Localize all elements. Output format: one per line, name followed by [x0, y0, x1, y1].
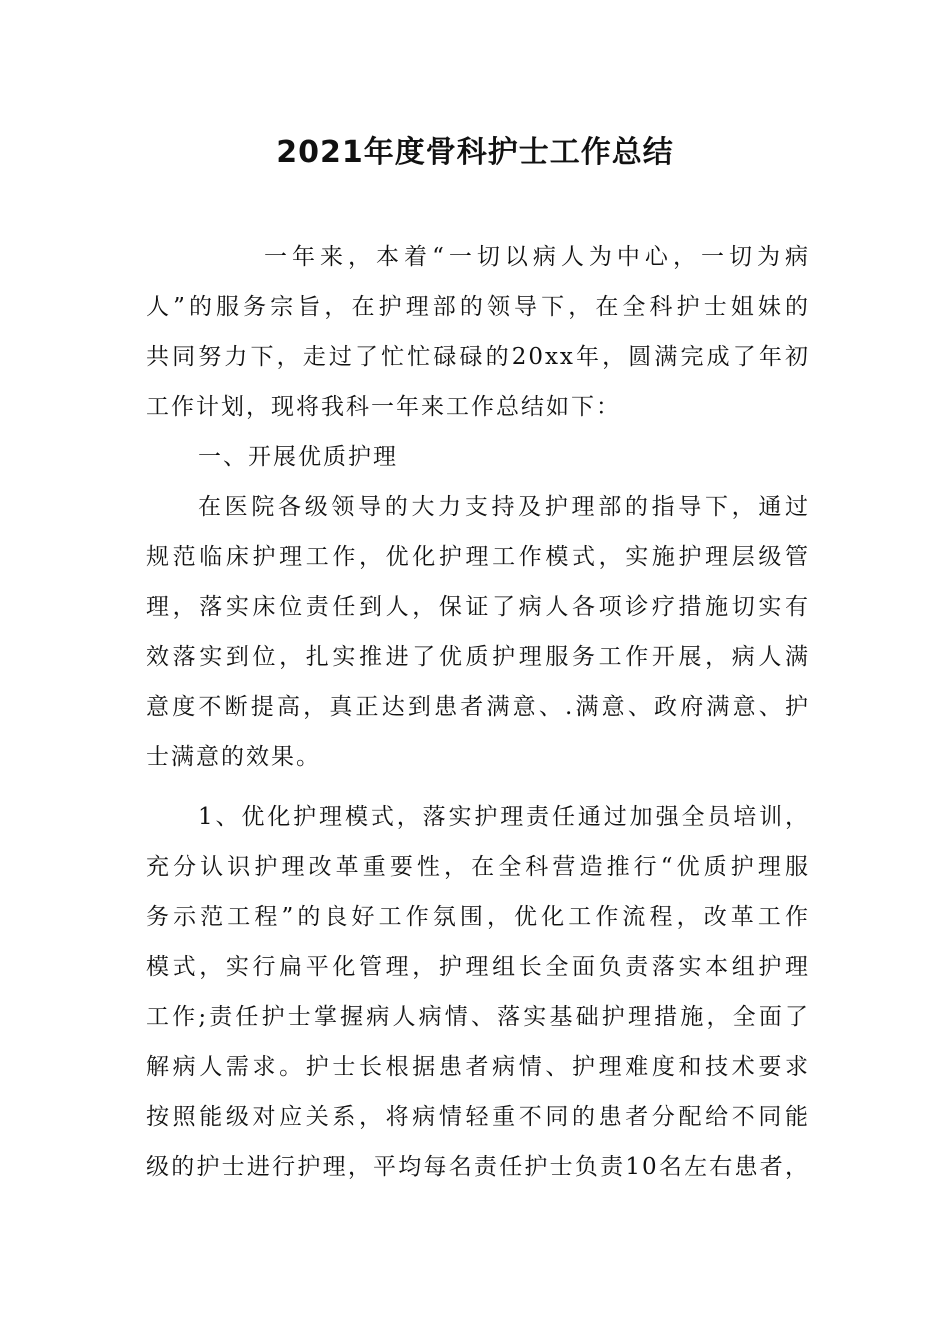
paragraph-care-model [146, 792, 810, 1192]
text-line: 理，落实床位责任到人，保证了病人各项诊疗措施切实有 [146, 594, 810, 620]
text-line: 人”的服务宗旨，在护理部的领导下，在全科护士姐妹的 [146, 294, 810, 320]
section-heading-1 [146, 432, 810, 482]
text-line: 1、优化护理模式，落实护理责任通过加强全员培训， [198, 804, 810, 830]
text-line: 共同努力下，走过了忙忙碌碌的20xx年，圆满完成了年初 [146, 344, 810, 370]
document-title: 2021年度骨科护士工作总结 [276, 135, 674, 170]
paragraph-quality-care [146, 482, 810, 782]
text-line: 解病人需求。护士长根据患者病情、护理难度和技术要求 [146, 1054, 810, 1080]
text-line: 务示范工程”的良好工作氛围，优化工作流程，改革工作 [146, 904, 810, 930]
text-line: 充分认识护理改革重要性，在全科营造推行“优质护理服 [146, 854, 810, 880]
paragraph-spacer [146, 782, 810, 792]
text-line: 按照能级对应关系，将病情轻重不同的患者分配给不同能 [146, 1104, 810, 1130]
text-line: 意度不断提高，真正达到患者满意、.满意、政府满意、护 [146, 694, 810, 720]
text-line: 工作计划，现将我科一年来工作总结如下： [146, 394, 621, 420]
text-line: 在医院各级领导的大力支持及护理部的指导下，通过 [198, 494, 810, 520]
text-line: 规范临床护理工作，优化护理工作模式，实施护理层级管 [146, 544, 810, 570]
section-heading: 一、开展优质护理 [198, 444, 398, 470]
text-line: 士满意的效果。 [146, 744, 321, 770]
document-body [146, 232, 810, 1192]
text-line: 一年来，本着“一切以病人为中心，一切为病 [264, 244, 810, 270]
text-line: 模式，实行扁平化管理，护理组长全面负责落实本组护理 [146, 954, 810, 980]
text-line: 工作;责任护士掌握病人病情、落实基础护理措施，全面了 [146, 1004, 810, 1030]
text-line: 级的护士进行护理，平均每名责任护士负责10名左右患者， [146, 1154, 810, 1180]
text-line: 效落实到位，扎实推进了优质护理服务工作开展，病人满 [146, 644, 810, 670]
paragraph-intro [146, 232, 810, 432]
